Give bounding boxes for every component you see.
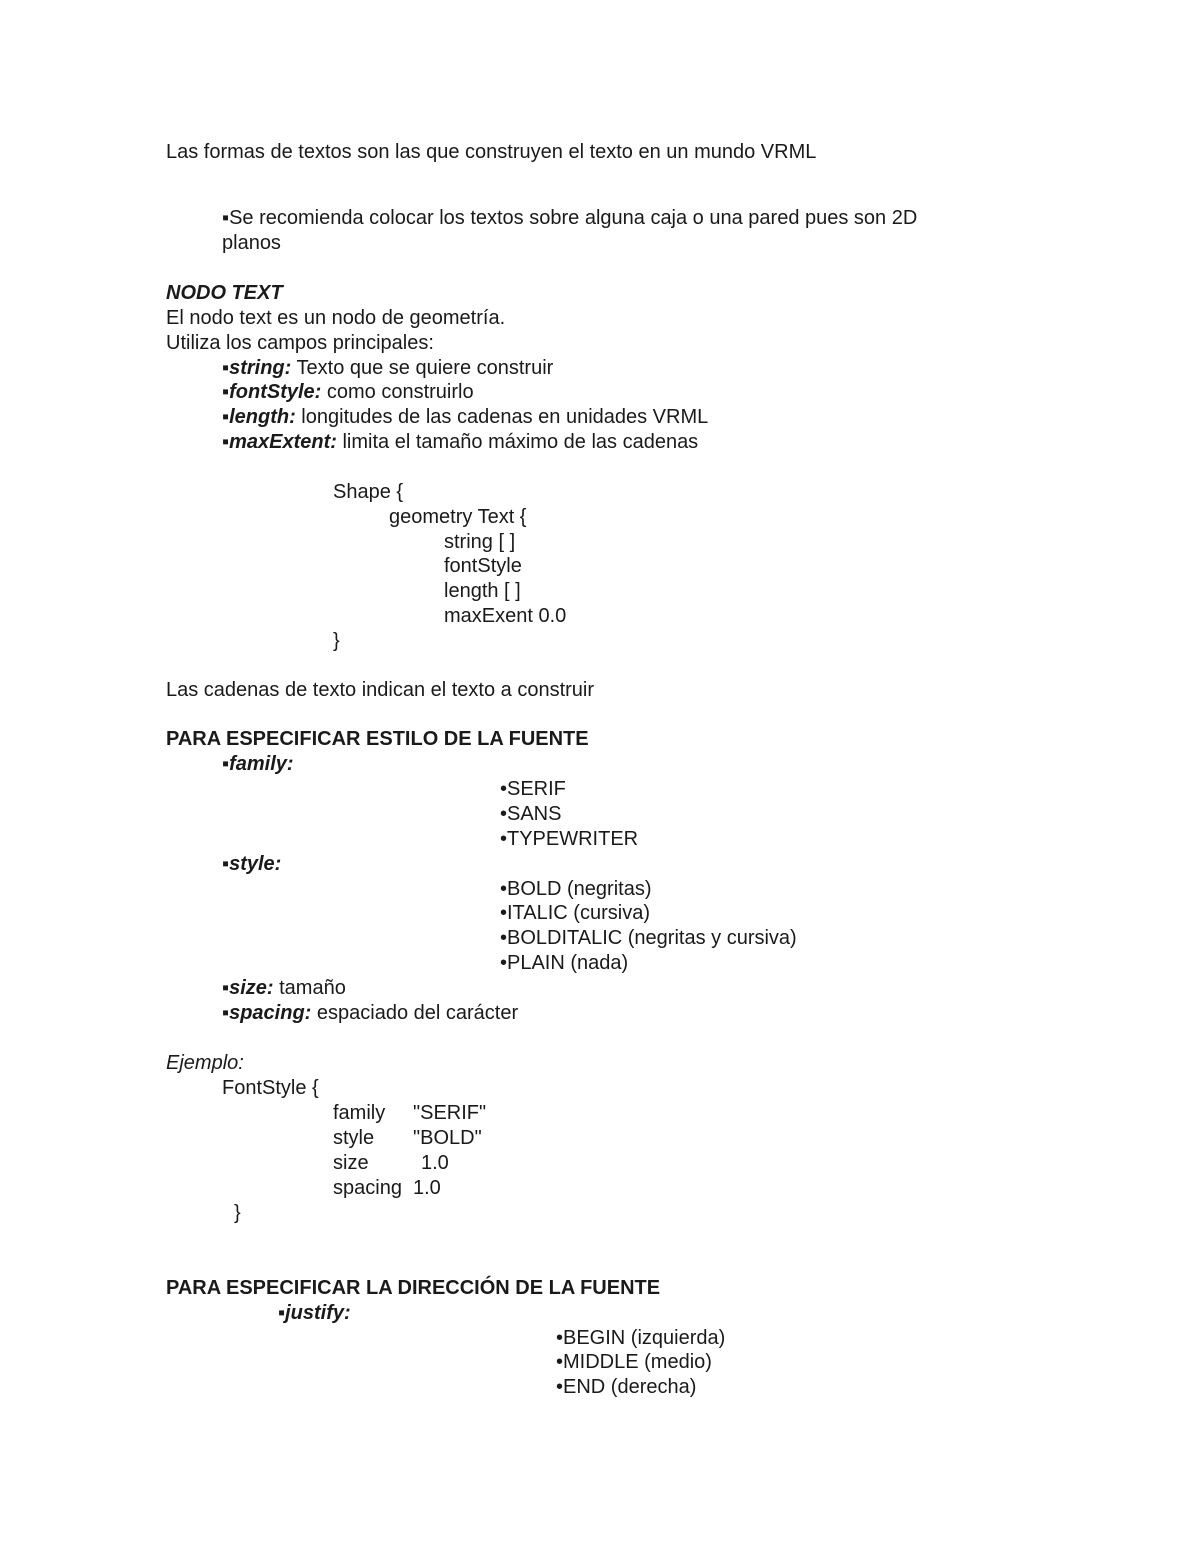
field-bullet: ▪ [222,1002,230,1024]
justify-option: •BEGIN (izquierda) [556,1327,726,1349]
field-desc: tamaño [273,977,346,999]
justify-label: ▪justify: [278,1302,351,1324]
field-name: maxExtent: [229,431,337,453]
example-value: "BOLD" [413,1127,482,1149]
field-string [222,356,553,381]
direccion-heading: PARA ESPECIFICAR LA DIRECCIÓN DE LA FUENTE [166,1277,661,1299]
example-key: spacing [333,1177,402,1199]
spacing-field [222,1001,518,1026]
field-bullet: ▪ [222,357,230,379]
style-option: •PLAIN (nada) [500,952,629,974]
field-bullet: ▪ [222,431,230,453]
field-desc: longitudes de las cadenas en unidades VRML [295,406,709,428]
nodo-text-line-2: Utiliza los campos principales: [166,332,434,354]
field-name: spacing: [229,1002,312,1024]
example-key: size [333,1152,369,1174]
example-value: "SERIF" [413,1102,487,1124]
code-length: length [ ] [444,580,521,602]
family-option: •SERIF [500,778,566,800]
ejemplo-label: Ejemplo: [166,1052,244,1074]
field-desc: limita el tamaño máximo de las cadenas [336,431,699,453]
code-maxextent: maxExent 0.0 [444,605,567,627]
recommendation-line-2: planos [222,232,281,254]
example-key: style [333,1127,375,1149]
family-option: •TYPEWRITER [500,828,639,850]
family-option: •SANS [500,803,562,825]
field-bullet: ▪ [222,381,230,403]
recommendation-line-1: ▪Se recomienda colocar los textos sobre alguna caja o una pared pues son 2D [222,207,918,229]
code-geometry-text: geometry Text { [389,506,527,528]
field-fontstyle [222,380,474,405]
justify-option: •MIDDLE (medio) [556,1351,712,1373]
field-length [222,405,708,430]
intro-text: Las formas de textos son las que construyen el texto en un mundo VRML [166,141,817,163]
field-maxextent [222,430,698,455]
estilo-heading: PARA ESPECIFICAR ESTILO DE LA FUENTE [166,728,589,750]
style-option: •BOLDITALIC (negritas y cursiva) [500,927,797,949]
field-name: string: [229,357,292,379]
code-string: string [ ] [444,531,516,553]
example-key: family [333,1102,386,1124]
nodo-text-heading: NODO TEXT [166,282,283,304]
fontstyle-open: FontStyle { [222,1077,319,1099]
field-desc: Texto que se quiere construir [291,357,554,379]
field-bullet: ▪ [222,406,230,428]
field-desc: como construirlo [321,381,474,403]
style-option: •ITALIC (cursiva) [500,902,650,924]
field-desc: espaciado del carácter [311,1002,519,1024]
code-fontstyle: fontStyle [444,555,522,577]
field-bullet: ▪ [222,977,230,999]
fontstyle-close: } [234,1202,241,1224]
code-shape-open: Shape { [333,481,404,503]
family-label: ▪family: [222,753,294,775]
cadenas-text: Las cadenas de texto indican el texto a construir [166,679,595,701]
example-value: 1.0 [421,1152,449,1174]
justify-option: •END (derecha) [556,1376,697,1398]
field-name: size: [229,977,274,999]
style-label: ▪style: [222,853,282,875]
size-field [222,976,346,1001]
style-option: •BOLD (negritas) [500,878,652,900]
field-name: length: [229,406,296,428]
field-name: fontStyle: [229,381,322,403]
code-shape-close: } [333,630,340,652]
nodo-text-line-1: El nodo text es un nodo de geometría. [166,307,506,329]
example-value: 1.0 [413,1177,441,1199]
